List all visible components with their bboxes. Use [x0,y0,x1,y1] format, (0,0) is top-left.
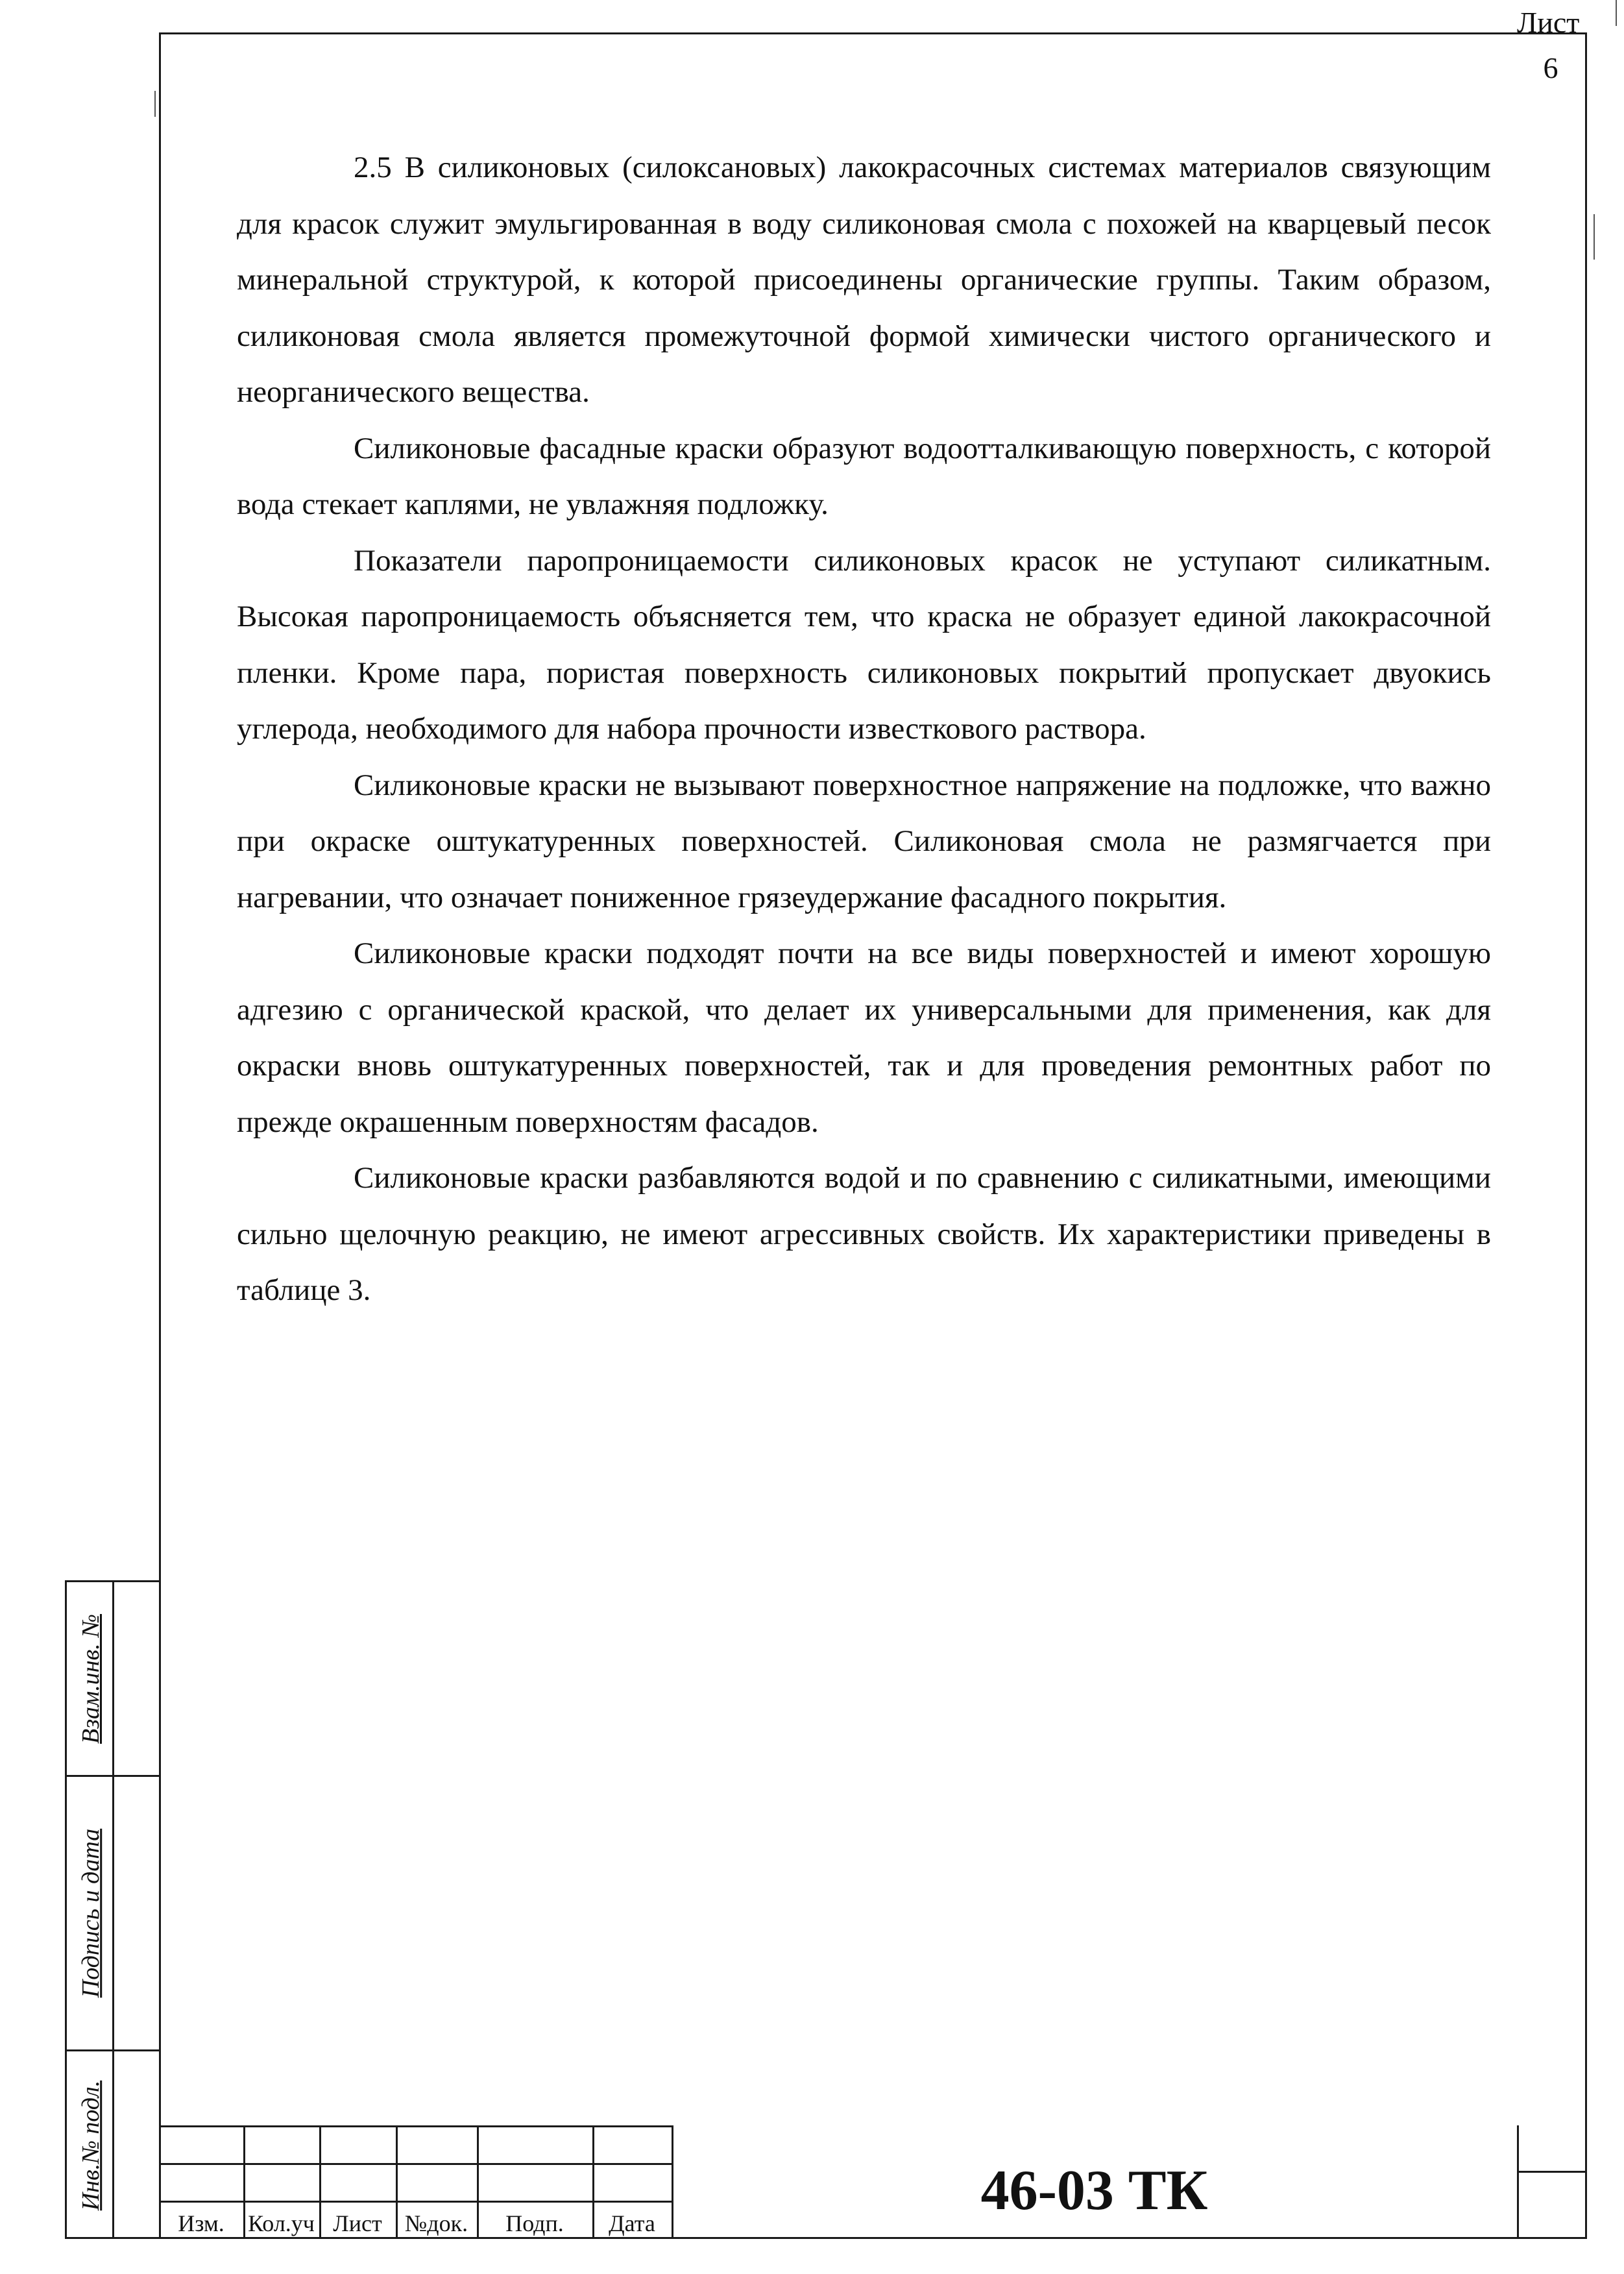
title-block-row-line [159,2201,672,2203]
paragraph-3: Показатели паропроницаемости силиконовых красок не уступают силикатным. Высокая паропроницаемость объясняется тем, что краска не образует единой лакокрасочной пленки. Кроме пара, пористая поверхность силиконовых покрытий пропускает двуокись углерода, необходимого для набора прочности известкового раствора. [237,543,1491,746]
ndok-column-label: №док. [404,2210,468,2236]
title-block [159,2125,1586,2238]
edge-mark [1616,0,1617,26]
vzam-inv-label-cell [71,1582,111,1775]
document-code: 46-03 ТК [980,2159,1208,2222]
paragraph-1: 2.5 В силиконовых (силоксановых) лакокрасочных системах материалов связующим для красок служит эмульгированная в воду силиконовая смола с похожей на кварцевый песок минеральной структурой, к которой присоединены органические группы. Таким образом, силиконовая смола является промежуточной формой химически чистого органического и неорганического вещества. [237,151,1491,409]
title-block-row-line [159,2163,672,2165]
podpis-data-label: Подпись и дата [77,1828,105,1998]
podpis-data-label-cell [71,1777,111,2049]
side-stamp-divider [112,1582,114,2239]
side-stamp [65,1580,160,2239]
title-block-top-line [159,2125,672,2127]
binding-mark [154,91,156,117]
column-line [1517,2125,1519,2238]
paragraph-6: Силиконовые краски разбавляются водой и по сравнению с силикатными, имеющими сильно щелочную реакцию, не имеют агрессивных свойств. Их характеристики приведены в таблице 3. [237,1161,1491,1307]
data-column-label: Дата [609,2210,655,2236]
inv-podl-label: Инв.№ подл. [77,2080,105,2211]
izm-column-label: Изм. [178,2210,224,2236]
frame-top-border [159,32,1586,34]
vzam-inv-label: Взам.инв. № [77,1613,104,1744]
podp-column-label: Подп. [505,2210,564,2236]
paragraph-4: Силиконовые краски не вызывают поверхностное напряжение на подложке, что важно при окраске оштукатуренных поверхностей. Силиконовая смола не размягчается при нагревании, что означает пониженное грязеудержание фасадного покрытия. [237,768,1491,914]
paragraph-2: Силиконовые фасадные краски образуют водоотталкивающую поверхность, с которой вода стекает каплями, не увлажняя подложку. [237,431,1491,521]
edge-mark [1594,214,1595,260]
kol-uch-column-label: Кол.уч [248,2210,315,2236]
list-column-label: Лист [333,2210,382,2236]
paragraph-5: Силиконовые краски подходят почти на все виды поверхностей и имеют хорошую адгезию с органической краской, что делает их универсальными для применения, как для окраски вновь оштукатуренных поверхностей, так и для проведения ремонтных работ по прежде окрашенным поверхностям фасадов. [237,936,1491,1139]
sheet-number: 6 [1543,51,1558,84]
inv-podl-label-cell [71,2051,111,2240]
frame-right-border [1585,32,1587,2239]
sheet-cell-line [1517,2171,1586,2173]
sheet-label: Лист [1517,6,1580,39]
document-body [237,140,1491,1319]
